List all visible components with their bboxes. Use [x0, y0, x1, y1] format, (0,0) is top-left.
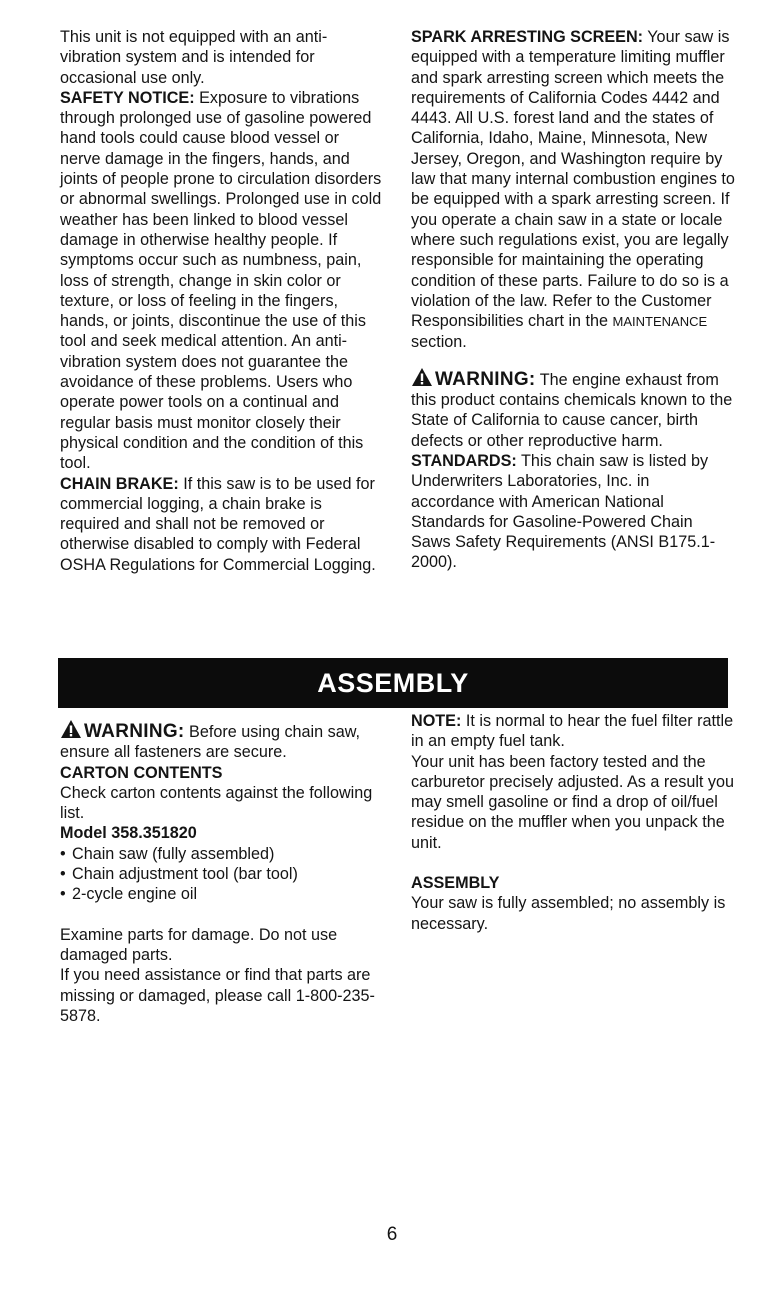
note-paragraph [411, 711, 736, 752]
assembly-warning-label: WARNING: [84, 721, 185, 742]
carton-contents-text: Check carton contents against the following list. [60, 783, 373, 823]
page-number: 6 [386, 1224, 398, 1245]
factory-tested-text: Your unit has been factory tested and the carburetor precisely adjusted. As a result you may smell gasoline or find a drop of oil/fuel residue on the muffler when you unpack the unit. [411, 752, 735, 852]
standards-paragraph [411, 451, 736, 573]
chain-brake-paragraph [60, 474, 382, 575]
intro-paragraph: This unit is not equipped with an anti-vibration system and is intended for occasional use only. [60, 28, 328, 87]
assembly-text: Your saw is fully assembled; no assembly is necessary. [411, 894, 726, 933]
list-item: • 2-cycle engine oil [60, 884, 382, 904]
maintenance-section-name: MAINTENANCE [612, 314, 708, 330]
spark-screen-tail: section. [411, 333, 467, 352]
note-text: It is normal to hear the fuel filter rattle in an empty fuel tank. [411, 712, 734, 751]
safety-notice-text: Exposure to vibrations through prolonged use of gasoline powered hand tools could cause blood vessel or nerve damage in the fingers, hands, and joints of people prone to circulation disorders or abnormal swellings. Prolonged use in cold weather has been linked to blood vessel damage in otherwise healthy people. If symptoms occur such as numbness, pain, loss of strength, change in skin color or texture, or loss of feeling in the fingers, hands, or joints, discontinue the use of this tool and seek medical attention. An anti-vibration system does not guarantee the avoidance of these problems. Users who operate power tools on a continual and regular basis must monitor closely their physical condition and the condition of this tool. [60, 88, 382, 473]
spark-screen-text: Your saw is equipped with a temperature limiting muffler and spark arresting screen which meets the requirements of California Codes 4442 and 4443. All U.S. forest land and the states of California, Idaho, Maine, Minnesota, New Jersey, Oregon, and Washington require by law that many internal combustion engines to be equipped with a spark arresting screen. If you operate a chain saw in a state or locale where such regulations exist, you are legally responsible for maintaining the operating condition of these parts. Failure to do so is a violation of the law. Refer to the Customer Responsibilities chart in the [411, 28, 735, 331]
carton-contents-heading: CARTON CONTENTS [60, 763, 223, 782]
assembly-warning-paragraph [60, 719, 382, 763]
standards-label: STANDARDS: [411, 451, 517, 470]
chain-brake-text: If this saw is to be used for commercial logging, a chain brake is required and shall not be removed or otherwise disabled to comply with Federal OSHA Regulations for Commercial Logging. [60, 474, 376, 574]
warning-icon [60, 719, 82, 739]
examine-parts-text: Examine parts for damage. Do not use damaged parts. [60, 925, 338, 964]
top-left-column [60, 27, 382, 575]
assembly-heading: ASSEMBLY [411, 874, 500, 893]
spark-screen-label: SPARK ARRESTING SCREEN: [411, 28, 644, 46]
exhaust-warning-label: WARNING: [435, 368, 536, 390]
carton-items-list [60, 844, 382, 905]
assembly-banner: ASSEMBLY [58, 658, 728, 708]
list-item: • Chain adjustment tool (bar tool) [60, 864, 382, 884]
note-label: NOTE: [411, 712, 462, 730]
warning-icon [411, 367, 433, 387]
model-label: Model 358.351820 [60, 824, 197, 843]
assembly-warning-text: Before using chain saw, ensure all fasteners are secure. [60, 723, 361, 762]
chain-brake-label: CHAIN BRAKE: [60, 474, 179, 493]
standards-text: This chain saw is listed by Underwriters Laboratories, Inc. in accordance with American National Standards for Gasoline-Powered Chain Saws Safety Requirements (ANSI B175.1-2000). [411, 451, 716, 572]
bottom-left-column [60, 719, 382, 1026]
bottom-right-column [411, 711, 736, 934]
spark-screen-paragraph [411, 27, 736, 353]
assistance-text: If you need assistance or find that parts are missing or damaged, please call 1-800-235-5878. [60, 966, 375, 1025]
list-item: • Chain saw (fully assembled) [60, 844, 382, 864]
exhaust-warning-text: The engine exhaust from this product contains chemicals known to the State of California to cause cancer, birth defects or other reproductive harm. [411, 370, 733, 450]
top-right-column [411, 27, 736, 573]
safety-notice-label: SAFETY NOTICE: [60, 88, 195, 107]
safety-notice-paragraph [60, 88, 382, 474]
exhaust-warning-paragraph [411, 367, 736, 451]
